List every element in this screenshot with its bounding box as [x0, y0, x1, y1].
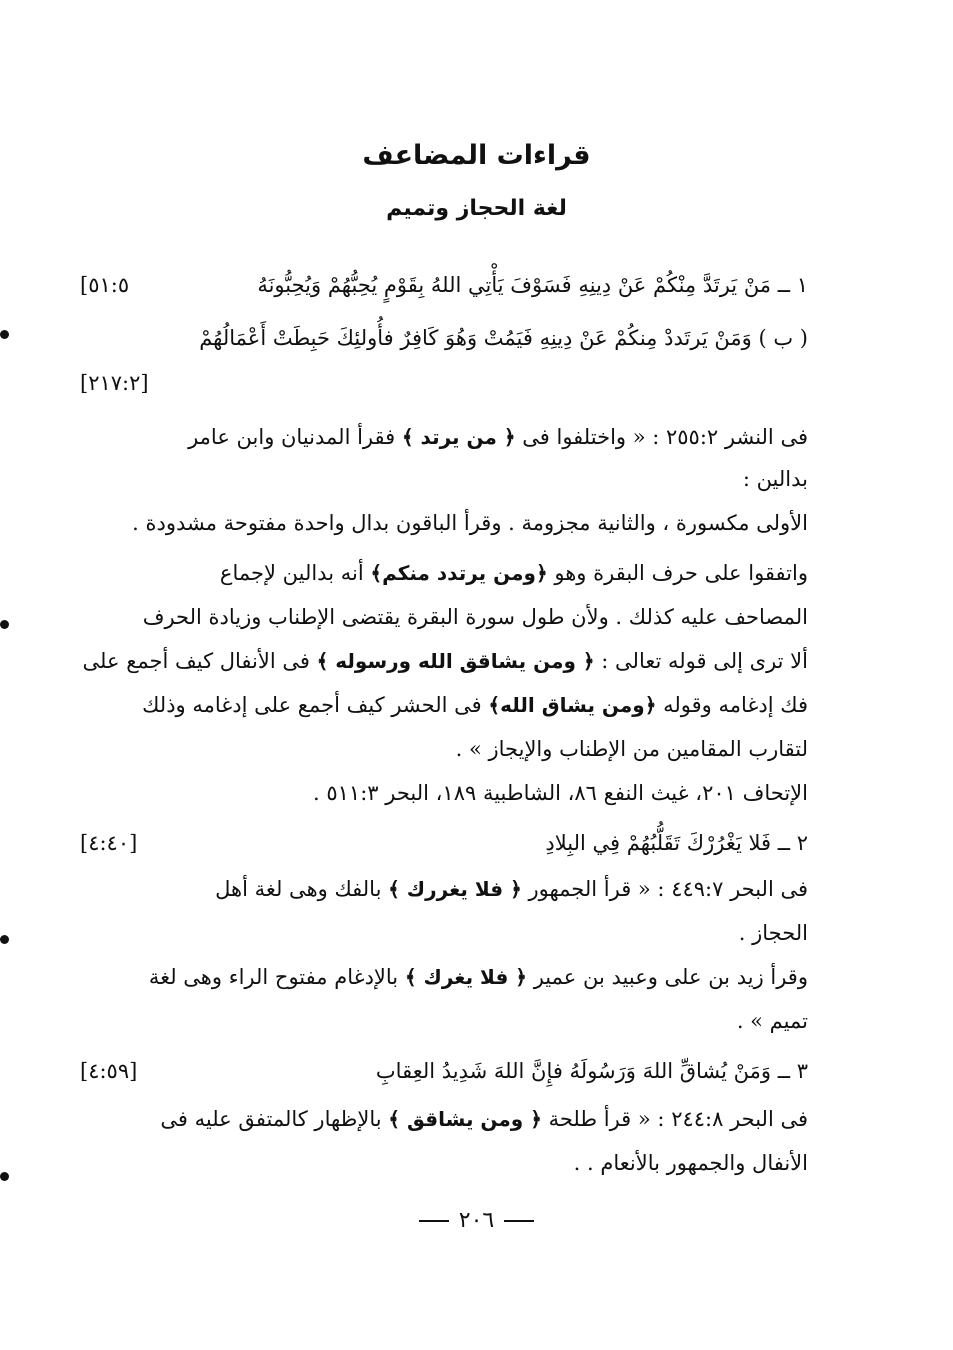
text-run: بالإظهار كالمتفق عليه فى [160, 1107, 382, 1131]
paragraph-line [80, 866, 808, 912]
verse-1-line-2 [80, 315, 808, 361]
scan-mark [0, 330, 9, 339]
quran-quote: ﴿ومن يرتدد منكم﴾ [370, 561, 548, 585]
page-subtitle: لغة الحجاز وتميم [386, 196, 567, 221]
verse-reference: [٤:٤٠] [80, 831, 138, 855]
paragraph-line: الأولى مكسورة ، والثانية مجزومة . وقرأ الباقون بدال واحدة مفتوحة مشدودة . [132, 511, 808, 535]
quran-quote: ﴿ ومن يشاقق ﴾ [388, 1107, 542, 1131]
paragraph-line: الحجاز . [738, 921, 808, 945]
verse-text: ٢ ــ فَلا يَغْرُرْكَ تَقَلُّبُهُمْ فِي البِلادِ [545, 831, 808, 855]
dash-right [419, 1220, 449, 1222]
text-run: بالإدغام مفتوح الراء وهى لغة [148, 965, 399, 989]
page-number-text: ٢٠٦ [458, 1208, 495, 1233]
quran-quote: ﴿ فلا يغرك ﴾ [404, 965, 528, 989]
paragraph-line [80, 414, 808, 460]
quran-quote: ﴿ من يرتد ﴾ [401, 425, 516, 449]
paragraph-line: المصاحف عليه كذلك . ولأن طول سورة البقرة يقتضى الإطناب وزيادة الحرف [142, 605, 808, 629]
paragraph-line: لتقارب المقامين من الإطناب والإيجاز » . [455, 737, 808, 761]
verse-reference: [٥١:٥ [80, 273, 130, 297]
text-run: فى البحر ٤٤٩:٧ : « قرأ الجمهور [528, 877, 808, 901]
paragraph-line [80, 550, 808, 596]
text-run: فى البحر ٢٤٤:٨ : « قرأ طلحة [548, 1107, 808, 1131]
text-run: أنه بدالين لإجماع [219, 561, 364, 585]
verse-1-line-1 [80, 262, 808, 308]
verse-text: ٣ ــ وَمَنْ يُشاقِّ اللهَ وَرَسُولَهُ فإِنَّ اللهَ شَدِيدُ العِقابِ [375, 1059, 808, 1083]
text-run: فى الأنفال كيف أجمع على [82, 649, 310, 673]
paragraph-line [80, 954, 808, 1000]
verse-1-line-3 [80, 360, 808, 406]
quran-quote: ﴿ومن يشاق الله﴾ [488, 693, 657, 717]
text-run: فقرأ المدنيان وابن عامر [188, 425, 396, 449]
page-number [0, 1208, 953, 1233]
dash-left [504, 1220, 534, 1222]
text-run: وقرأ زيد بن على وعبيد بن عمير [533, 965, 808, 989]
verse-text: ١ ــ مَنْ يَرتَدَّ مِنْكُمْ عَنْ دِينِهِ فَسَوْفَ يَأْتِي اللهُ بِقَوْمٍ يُحِبُّهُمْ وَيُحِبُّونَهُ [257, 273, 808, 297]
text-run: فى النشر ٢٥٥:٢ : « واختلفوا فى [522, 425, 808, 449]
paragraph-line [80, 1096, 808, 1142]
sources-line: الإتحاف ٢٠١، غيث النفع ٨٦، الشاطبية ١٨٩، البحر ٥١١:٣ . [313, 781, 808, 805]
paragraph-line [80, 638, 808, 684]
scan-mark [0, 620, 9, 629]
verse-reference: [٢١٧:٢] [80, 371, 149, 395]
verse-2 [80, 820, 808, 866]
paragraph-line: بدالين : [742, 467, 808, 491]
quran-quote: ﴿ فلا يغررك ﴾ [388, 877, 522, 901]
paragraph-line: الأنفال والجمهور بالأنعام . . [573, 1151, 808, 1175]
page-title: قراءات المضاعف [362, 140, 591, 171]
text-run: فك إدغامه وقوله [663, 693, 808, 717]
scan-mark [0, 935, 9, 944]
text-run: فى الحشر كيف أجمع على إدغامه وذلك [142, 693, 482, 717]
text-run: بالفك وهى لغة أهل [215, 877, 382, 901]
text-run: ألا ترى إلى قوله تعالى : [601, 649, 808, 673]
quran-quote: ﴿ ومن يشاقق الله ورسوله ﴾ [316, 649, 595, 673]
text-run: واتفقوا على حرف البقرة وهو [554, 561, 808, 585]
paragraph-line [80, 682, 808, 728]
verse-3 [80, 1048, 808, 1094]
scan-mark [0, 1172, 9, 1181]
verse-text: ( ب ) وَمَنْ يَرتَددْ مِنكُمْ عَنْ دِينِهِ فَيَمُتْ وَهُوَ كَافِرٌ فأُولئِكَ حَبِطَتْ أَعْمَالُهُمْ [199, 326, 808, 350]
verse-reference: [٤:٥٩] [80, 1059, 138, 1083]
paragraph-line: تميم » . [736, 1009, 808, 1033]
